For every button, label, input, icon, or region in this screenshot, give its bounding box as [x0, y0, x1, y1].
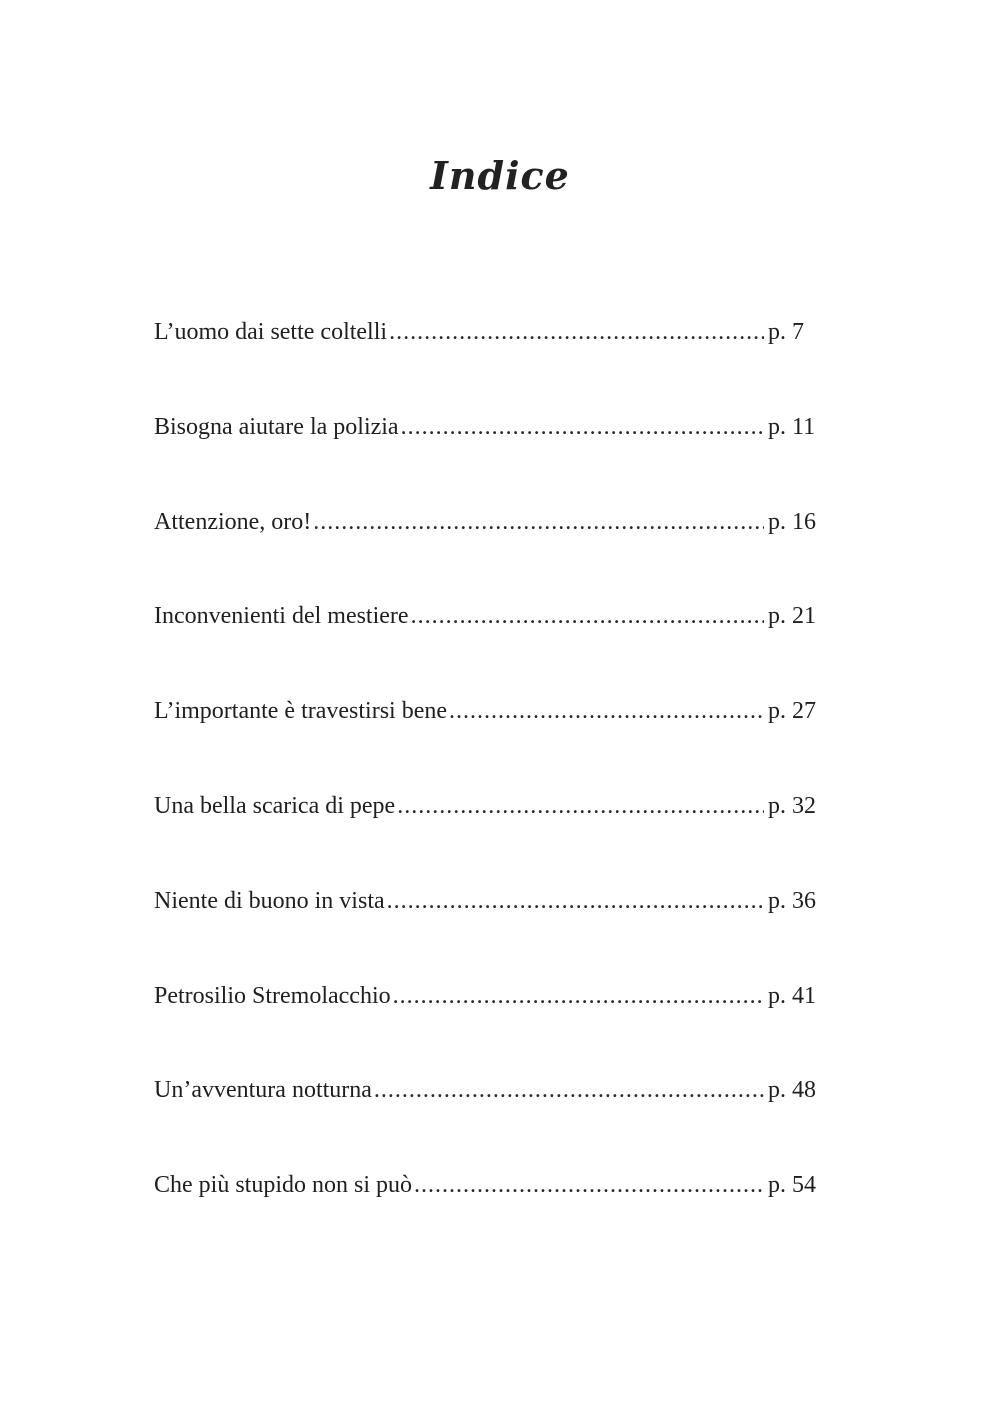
page-title: Indice: [430, 153, 570, 199]
toc-entry[interactable]: [154, 1165, 820, 1260]
entry-page-number: p. 7: [768, 319, 804, 345]
entry-title: Attenzione, oro!: [154, 508, 312, 535]
dot-leader: [401, 407, 764, 447]
entry-title: Che più stupido non si può: [154, 1172, 413, 1199]
entry-page-number: p. 54: [768, 1172, 816, 1199]
entry-title: L’uomo dai sette coltelli: [154, 319, 388, 345]
entry-page-number: p. 27: [768, 698, 816, 725]
entry-title: Una bella scarica di pepe: [154, 792, 396, 819]
dot-leader: [411, 596, 764, 636]
entry-title: Niente di buono in vista: [154, 887, 385, 914]
entry-page-number: p. 41: [768, 982, 816, 1009]
entry-page-number: p. 11: [768, 413, 816, 440]
dot-leader: [387, 881, 764, 921]
table-of-contents: [154, 312, 820, 1260]
dot-leader: [397, 786, 764, 826]
dot-leader: [449, 691, 764, 731]
dot-leader: [393, 976, 764, 1016]
toc-entry[interactable]: [154, 407, 820, 502]
toc-entry[interactable]: [154, 502, 820, 597]
entry-title: Un’avventura notturna: [154, 1077, 372, 1104]
entry-title: L’importante è travestirsi bene: [154, 698, 448, 725]
toc-entry[interactable]: [154, 312, 820, 407]
toc-entry[interactable]: [154, 691, 820, 786]
entry-title: Bisogna aiutare la polizia: [154, 413, 399, 440]
dot-leader: [313, 502, 764, 542]
toc-entry[interactable]: [154, 1070, 820, 1165]
dot-leader: [389, 312, 764, 352]
toc-entry[interactable]: [154, 976, 820, 1071]
entry-page-number: p. 21: [768, 603, 816, 630]
toc-entry[interactable]: [154, 596, 820, 691]
dot-leader: [374, 1070, 764, 1110]
toc-entry[interactable]: [154, 881, 820, 976]
entry-title: Inconvenienti del mestiere: [154, 603, 409, 630]
entry-page-number: p. 16: [768, 508, 816, 535]
toc-entry[interactable]: [154, 786, 820, 881]
entry-page-number: p. 32: [768, 792, 816, 819]
dot-leader: [414, 1165, 764, 1205]
entry-title: Petrosilio Stremolacchio: [154, 982, 391, 1009]
entry-page-number: p. 36: [768, 887, 816, 914]
entry-page-number: p. 48: [768, 1077, 816, 1104]
